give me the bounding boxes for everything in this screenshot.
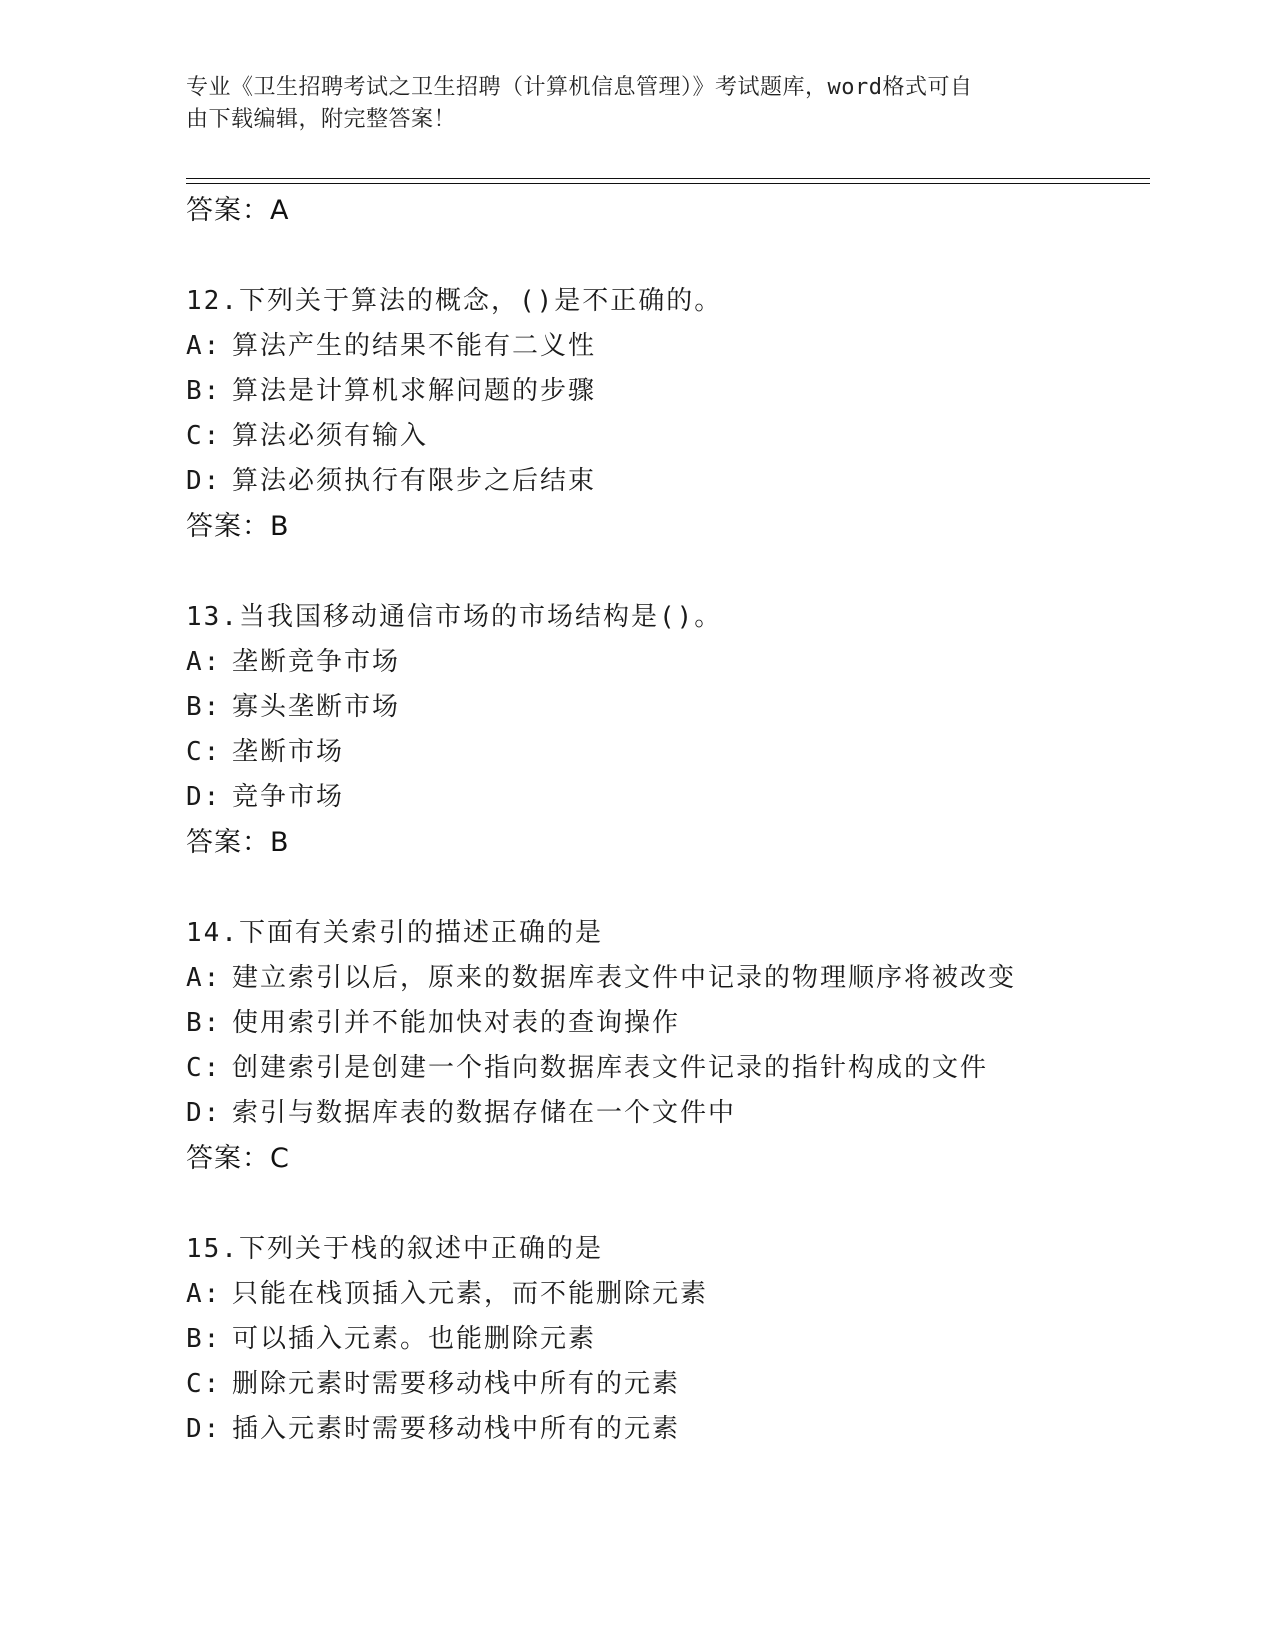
option-text: 垄断市场 — [232, 737, 345, 767]
option-text: 算法产生的结果不能有二义性 — [232, 331, 597, 361]
option-text: 竞争市场 — [232, 782, 345, 812]
option-letter: C: — [186, 737, 222, 767]
answer-line: 答案：C — [186, 1143, 290, 1174]
option-letter: D: — [186, 1098, 222, 1128]
option-text: 只能在栈顶插入元素，而不能删除元素 — [232, 1279, 709, 1309]
option-letter: C: — [186, 421, 222, 451]
option-d — [186, 459, 1166, 504]
option-letter: B: — [186, 692, 222, 722]
option-b — [186, 1317, 1166, 1362]
option-letter: C: — [186, 1053, 222, 1083]
option-b — [186, 369, 1166, 414]
option-text: 创建索引是创建一个指向数据库表文件记录的指针构成的文件 — [232, 1053, 989, 1083]
question-title: 13.当我国移动通信市场的市场结构是()。 — [186, 602, 723, 632]
option-letter: B: — [186, 1008, 222, 1038]
question-12 — [186, 279, 1166, 550]
option-text: 使用索引并不能加快对表的查询操作 — [232, 1008, 681, 1038]
option-letter: C: — [186, 1369, 222, 1399]
option-letter: A: — [186, 331, 222, 361]
option-b — [186, 1001, 1166, 1046]
option-text: 可以插入元素。也能删除元素 — [232, 1324, 597, 1354]
option-c — [186, 1362, 1166, 1407]
option-letter: A: — [186, 1279, 222, 1309]
question-title: 12.下列关于算法的概念，()是不正确的。 — [186, 286, 723, 316]
header-line-2: 由下载编辑，附完整答案！ — [186, 107, 457, 132]
question-15 — [186, 1227, 1166, 1452]
option-text: 寡头垄断市场 — [232, 692, 401, 722]
answer-line: 答案：A — [186, 195, 290, 226]
option-a — [186, 1272, 1166, 1317]
option-text: 垄断竞争市场 — [232, 647, 401, 677]
header-divider-top — [186, 178, 1150, 179]
option-a — [186, 324, 1166, 369]
option-c — [186, 414, 1166, 459]
option-letter: D: — [186, 466, 222, 496]
option-d — [186, 1407, 1166, 1452]
option-c — [186, 1046, 1166, 1091]
question-title: 14.下面有关索引的描述正确的是 — [186, 918, 603, 948]
option-d — [186, 1091, 1166, 1136]
document-header — [186, 72, 1076, 136]
option-text: 删除元素时需要移动栈中所有的元素 — [232, 1369, 681, 1399]
option-letter: B: — [186, 1324, 222, 1354]
question-14 — [186, 911, 1166, 1182]
answer-line: 答案：B — [186, 827, 290, 858]
answer-line: 答案：B — [186, 511, 290, 542]
option-letter: B: — [186, 376, 222, 406]
question-13 — [186, 595, 1166, 866]
option-c — [186, 730, 1166, 775]
option-d — [186, 775, 1166, 820]
question-list — [186, 188, 1166, 1452]
option-b — [186, 685, 1166, 730]
option-text: 插入元素时需要移动栈中所有的元素 — [232, 1414, 681, 1444]
option-text: 索引与数据库表的数据存储在一个文件中 — [232, 1098, 737, 1128]
option-letter: D: — [186, 782, 222, 812]
option-text: 算法是计算机求解问题的步骤 — [232, 376, 597, 406]
option-text: 建立索引以后，原来的数据库表文件中记录的物理顺序将被改变 — [232, 963, 1017, 993]
header-divider-bottom — [186, 183, 1150, 184]
header-line-1: 专业《卫生招聘考试之卫生招聘（计算机信息管理）》考试题库，word格式可自 — [186, 75, 973, 100]
option-letter: A: — [186, 963, 222, 993]
option-letter: D: — [186, 1414, 222, 1444]
option-a — [186, 640, 1166, 685]
option-a — [186, 956, 1166, 1001]
option-text: 算法必须有输入 — [232, 421, 429, 451]
option-text: 算法必须执行有限步之后结束 — [232, 466, 597, 496]
option-letter: A: — [186, 647, 222, 677]
question-title: 15.下列关于栈的叙述中正确的是 — [186, 1234, 603, 1264]
